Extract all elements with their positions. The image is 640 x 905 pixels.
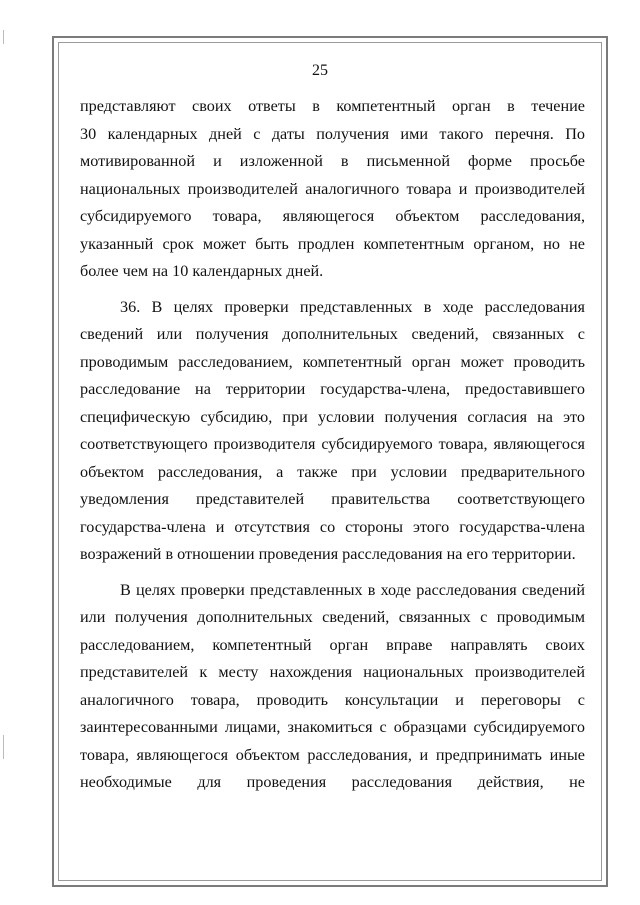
text-line: 36. В целях проверки представленных в ходе расследования [120, 297, 585, 316]
page-number: 25 [312, 62, 328, 79]
text-line: В целях проверки представленных в ходе расследования сведений [120, 580, 585, 599]
text-line: государства-члена и отсутствия со стороны этого государства-члена [80, 517, 585, 536]
text-line: уведомления представителей правительства соответствующего [80, 490, 585, 508]
text-line: проводимым расследованием, компетентный орган может проводить [80, 352, 585, 371]
scan-edge-mark [3, 735, 4, 759]
document-body [80, 93, 585, 797]
paragraph-37 [80, 577, 585, 797]
text-line: объектом расследования, а также при условии предварительного [80, 462, 585, 481]
text-line: или получения дополнительных сведений, связанных с проводимым [80, 608, 585, 626]
text-line: специфическую субсидию, при условии получения согласия на это [80, 407, 585, 426]
text-line: расследование на территории государства-члена, предоставившего [80, 380, 585, 398]
text-line: представляют своих ответы в компетентный орган в течение [80, 97, 585, 115]
text-line: аналогичного товара, проводить консультации и переговоры с [80, 690, 585, 709]
text-line: соответствующего производителя субсидируемого товара, являющегося [80, 435, 585, 453]
text-line: субсидируемого товара, являющегося объектом расследования, [80, 207, 585, 225]
text-line: необходимые для проведения расследования действия, не [80, 773, 585, 791]
paragraph-continuation [80, 93, 585, 286]
text-line: возражений в отношении проведения расследования на его территории. [80, 545, 576, 563]
scan-edge-mark [3, 30, 4, 44]
text-line: указанный срок может быть продлен компетентным органом, но не [80, 234, 585, 253]
text-line: более чем на 10 календарных дней. [80, 262, 324, 280]
text-line: сведений или получения дополнительных сведений, связанных с [80, 325, 585, 343]
text-line: представителей к месту нахождения национальных производителей [80, 663, 585, 681]
text-line: 30 календарных дней с даты получения ими такого перечня. По [80, 124, 585, 143]
text-line: заинтересованными лицами, знакомиться с образцами субсидируемого [80, 718, 585, 736]
text-line: товара, являющегося объектом расследования, и предпринимать иные [80, 745, 585, 764]
text-line: мотивированной и изложенной в письменной форме просьбе [80, 152, 585, 170]
paragraph-36 [80, 294, 585, 569]
text-line: национальных производителей аналогичного товара и производителей [80, 179, 585, 198]
text-line: расследованием, компетентный орган вправе направлять своих [80, 635, 585, 654]
